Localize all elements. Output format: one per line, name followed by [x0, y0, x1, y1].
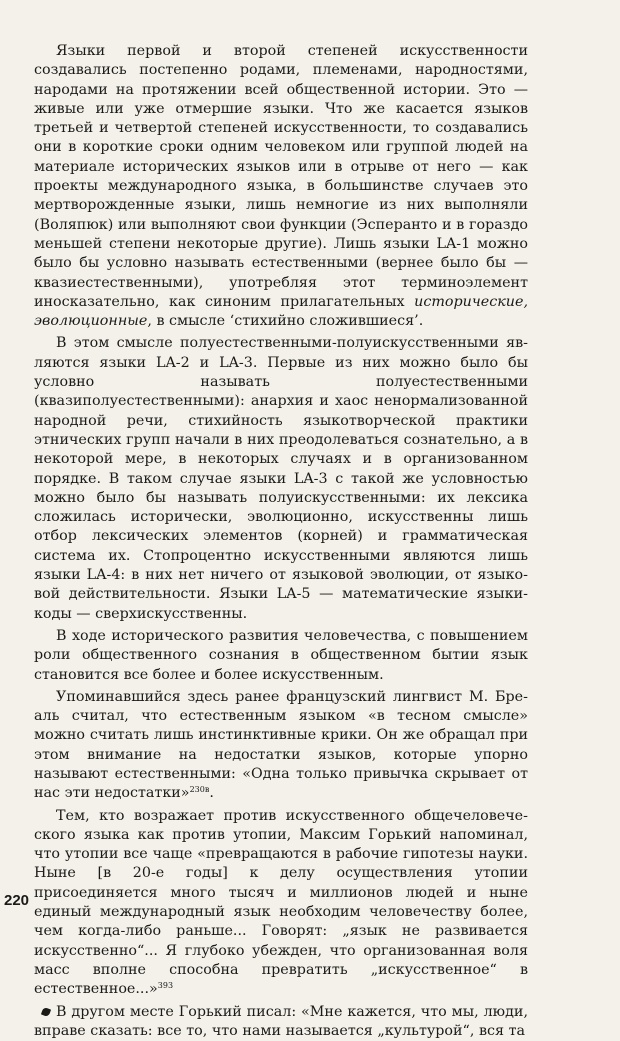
paragraph-4: Упоминавшийся здесь ранее французский лингвист М. Бреаль считал, что естественным языком «в тесном смысле» можно считать лишь инстинктивные крики. Он же обращал при этом внимание на недостатки языков, которые упорно называют естественными: «Одна только привычка скрывает от нас эти недостатки»$^{230в}$.	[34, 688, 528, 802]
italic-term: исторические, эволюционные	[34, 293, 528, 330]
paragraph-2: В этом смысле полуестественными-полуискусственными являются языки LA-2 и LA-3. Первые из них можно было бы условно называть полуестественными (квазиполуестественными): анархия и хаос ненормализованной народной речи, стихийность языкотворческой практики этнических групп начали в них преодолеваться сознательно, а в некоторой мере, в некоторых случаях и в организованном порядке. В таком случае языки LA-3 с такой же условностью можно было бы называть полуискусственными: их лексика сложилась исторически, эволюционно, искусственны лишь отбор лексических элементов (корней) и грамматическая система их. Стопроцентно искусственными являются лишь языки LA-4: в них нет ничего от языковой эволюции, от языковой действительности. Языки LA-5 — математические языкикоды — сверхискусственны.	[34, 335, 528, 622]
paragraph-5: Тем, кто возражает против искусственного общечеловеческого языка как против утопии, Максим Горький напоминал, что утопии все чаще «превращаются в рабочие гипотезы науки. Ныне [в 20-е годы] к делу осуществления утопии присоединяется много тысяч и миллионов людей и ныне единый международный язык необходим человечеству более, чем когда-либо раньше... Говорят: „язык не развивается искусственно“... Я глубоко убежден, что организованная воля масс вполне способна превратить „искусственное“ в естественное...»$^{393}$	[34, 807, 528, 998]
footnote-ref: 230в	[189, 785, 210, 795]
paragraph-3: В ходе исторического развития человечества, с повышением роли общественного сознания в общественном бытии язык становится все более и более искусственным.	[34, 627, 528, 683]
footnote-ref: 393	[157, 981, 174, 991]
paragraph-6: В другом месте Горький писал: «Мне кажется, что мы, люди, вправе сказать: все то, что нами называется „культурой“, вся та	[34, 1003, 528, 1039]
ink-mark-icon	[41, 1006, 51, 1016]
paragraph-1: Языки первой и второй степеней искусственности создавались постепенно родами, племенами, народностями, народами на протяжении всей общественной истории. Это — живые или уже отмершие языки. Что же касается языков третьей и четвертой степеней искусственности, то создавались они в короткие сроки одним человеком или группой людей на материале исторических языков или в отрыве от него — как проекты международного языка, в большинстве случаев это мертворожденные языки, лишь немногие из них выполняли (Воляпюк) или выполняют свои функции (Эсперанто и в гораздо меньшей степени некоторые другие). Лишь языки LA-1 можно было бы условно называть естественными (вернее было бы — квазиестественными), употребляя этот терминоэлемент иносказательно, как синоним прилагательных исторические, эволюционные, в смысле ‘стихийно сложившиеся’.	[34, 43, 528, 330]
body-text	[34, 42, 528, 1041]
page-number: 220	[4, 892, 30, 909]
